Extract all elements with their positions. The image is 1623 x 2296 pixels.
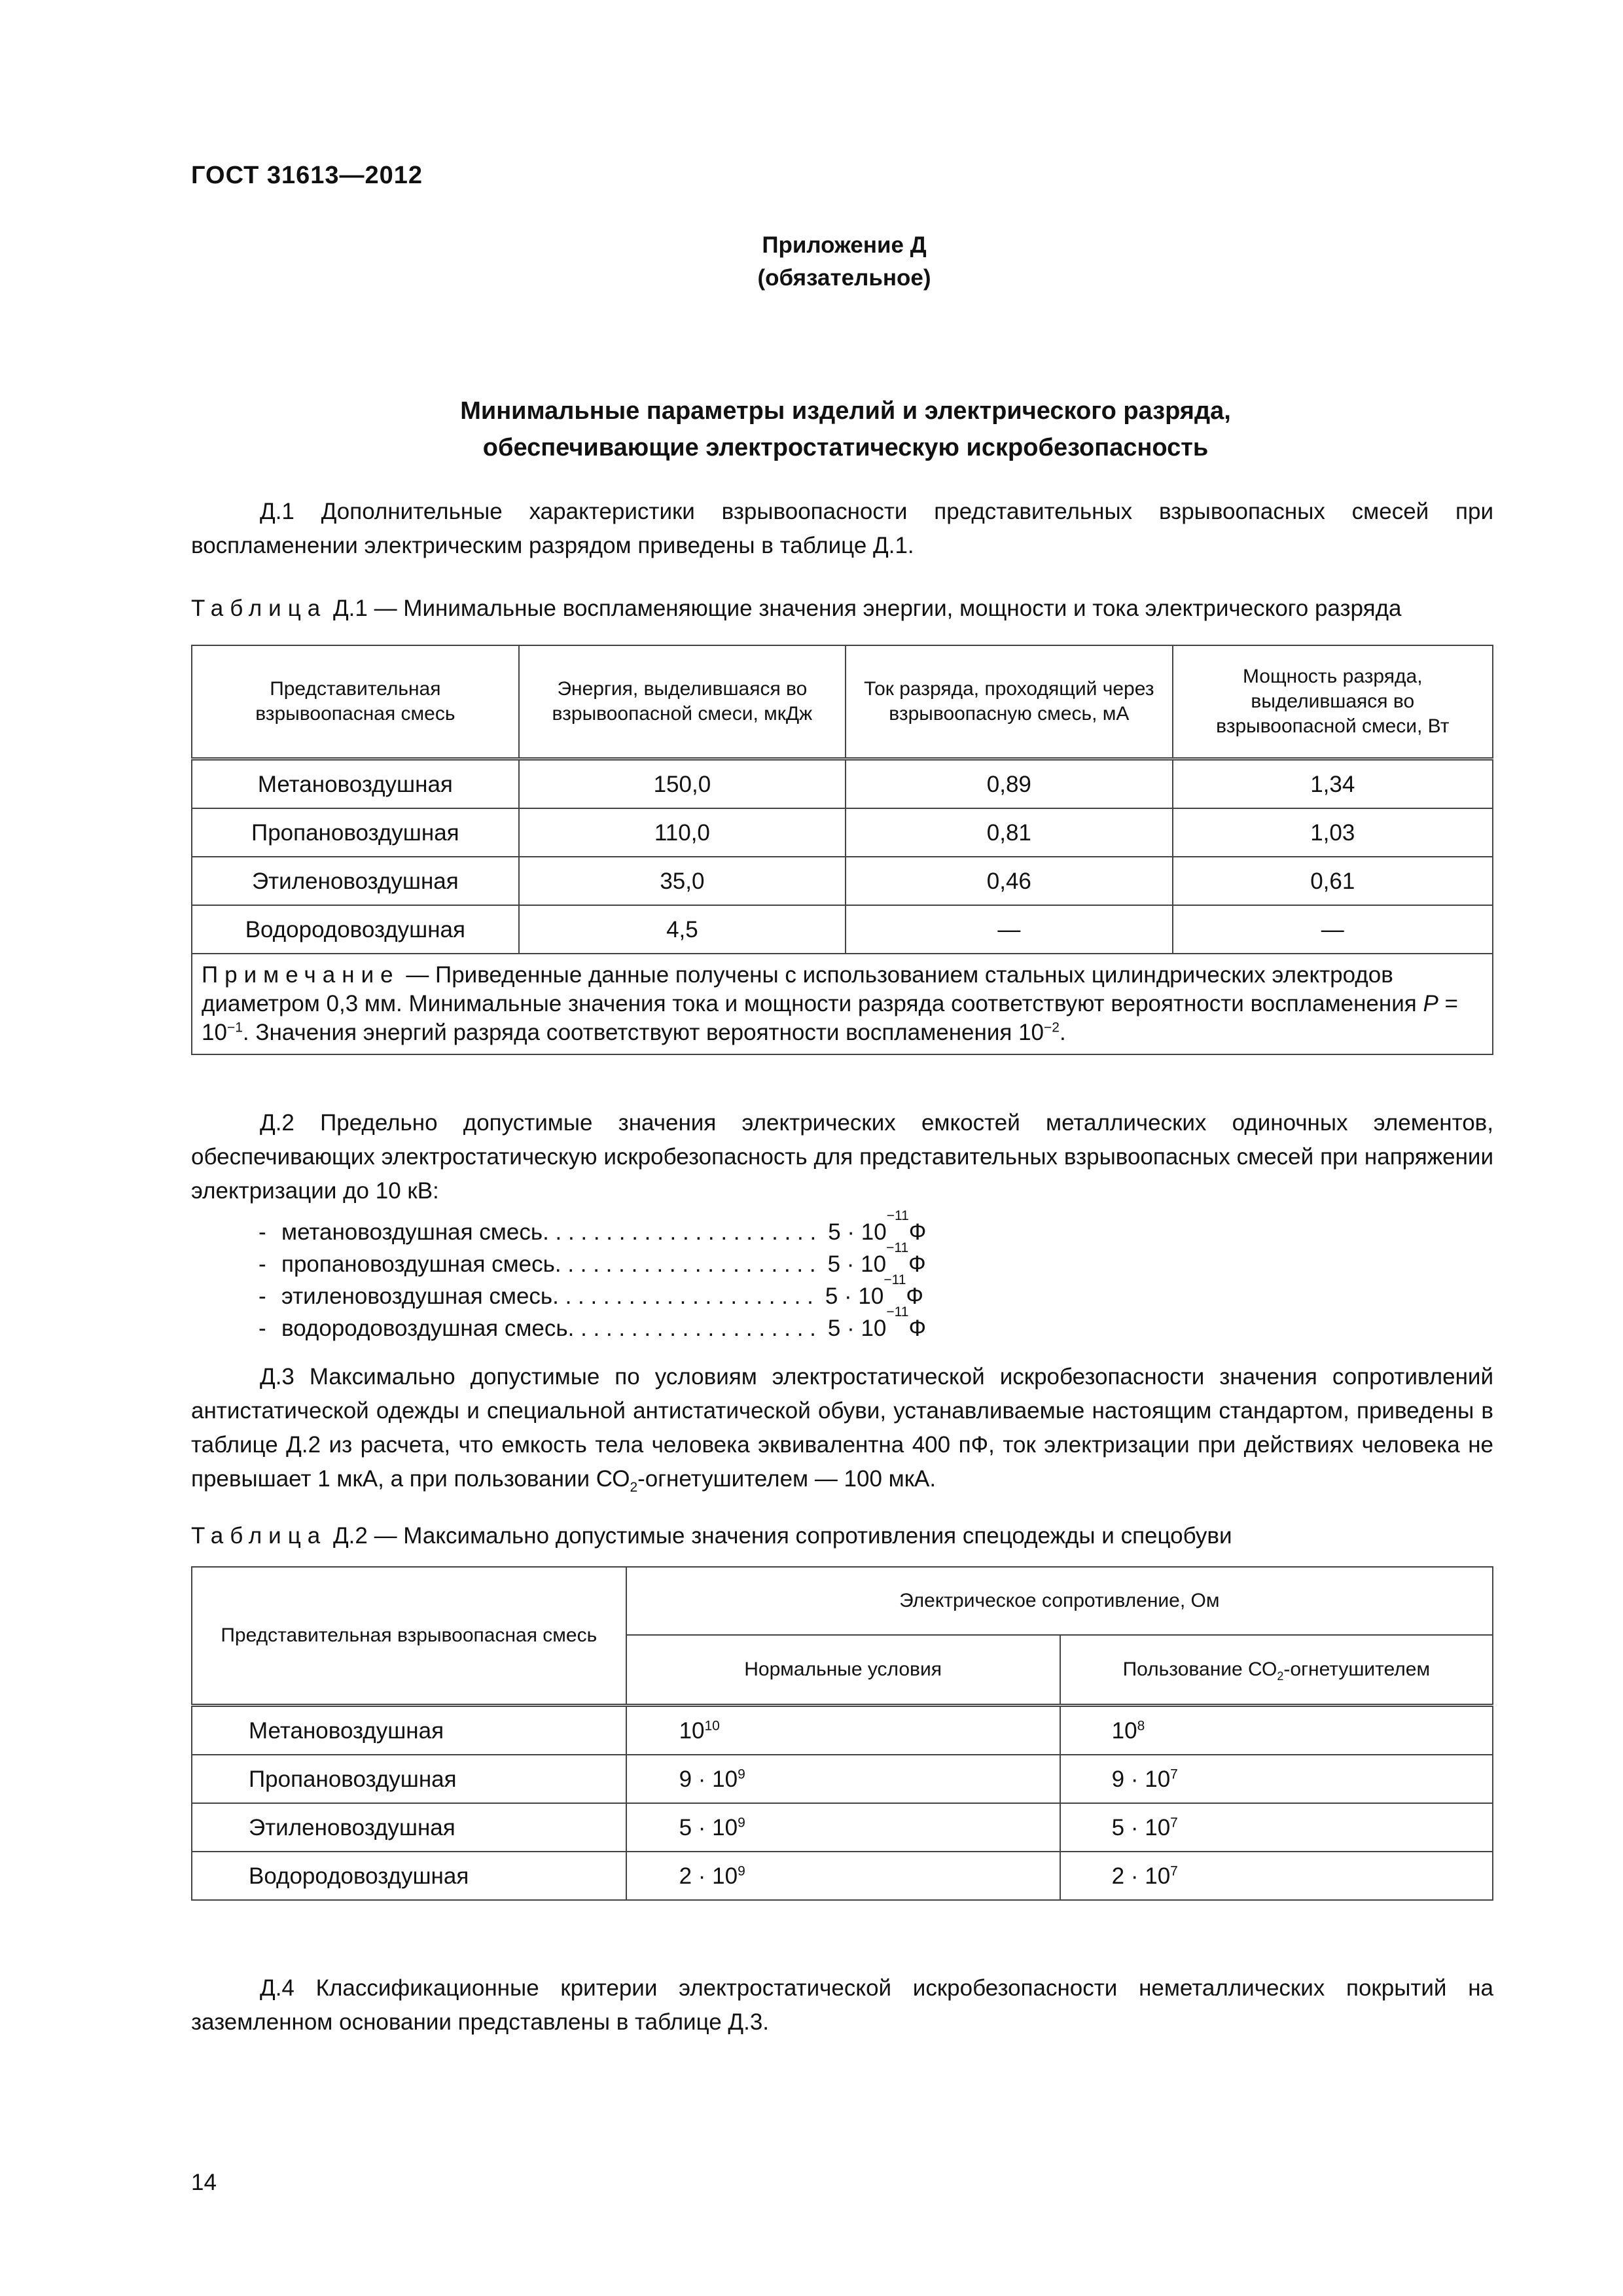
list-item-leader: . . . . . . . . . . . . . . . . . . . . .	[554, 1251, 816, 1277]
list-item-value: 5 · 10	[825, 1283, 884, 1309]
list-item-leader: . . . . . . . . . . . . . . . . . . . . .	[552, 1283, 813, 1309]
list-item-exponent: −11	[886, 1304, 909, 1319]
table1-header-power: Мощность разряда, выделившаяся во взрывоопасной смеси, Вт	[1173, 645, 1493, 759]
co2-subscript: 2	[630, 1480, 638, 1495]
table-cell	[1060, 1803, 1493, 1852]
table-cell: —	[1173, 905, 1493, 954]
table1-caption-label: Таблица	[191, 596, 327, 621]
appendix-heading	[0, 229, 1623, 295]
paragraph-d4	[191, 1971, 1493, 2039]
table-cell: 0,46	[846, 857, 1172, 905]
list-item-exponent: −11	[886, 1208, 909, 1223]
cell-exponent: 7	[1170, 1766, 1178, 1782]
list-item-exponent: −11	[883, 1272, 906, 1287]
note-p-symbol: P	[1423, 991, 1438, 1016]
paragraph-d2	[191, 1106, 1493, 1208]
table-d1	[191, 645, 1493, 1055]
cell-base: 2 · 10	[1111, 1863, 1171, 1889]
paragraph-d4-text: Д.4 Классификационные критерии электростатической искробезопасности неметаллических покрытий на заземленном основании представлены в таблице Д.3.	[191, 1975, 1493, 2035]
table-cell	[1060, 1755, 1493, 1803]
table-cell: Метановоздушная	[192, 759, 519, 809]
paragraph-d3-text	[191, 1360, 1493, 1496]
list-item-unit: Ф	[908, 1316, 927, 1341]
table-row	[192, 759, 1493, 809]
table-cell: Метановоздушная	[192, 1706, 626, 1755]
table-cell: 0,61	[1173, 857, 1493, 905]
page-number: 14	[191, 2170, 217, 2195]
table-row	[192, 1755, 1493, 1803]
co2-subscript: 2	[1277, 1670, 1284, 1683]
table-row	[192, 808, 1493, 857]
table-cell: Пропановоздушная	[192, 1755, 626, 1803]
table-cell: Водородовоздушная	[192, 1852, 626, 1900]
cell-base: 5 · 10	[679, 1814, 738, 1840]
cell-exponent: 7	[1170, 1814, 1178, 1830]
cell-exponent: 7	[1170, 1863, 1178, 1878]
table1-note	[192, 954, 1493, 1054]
table2-caption	[191, 1520, 1500, 1552]
paragraph-d3-part: -огнетушителем — 100 мкА.	[637, 1466, 936, 1492]
table-row	[192, 905, 1493, 954]
list-item: - этиленовоздушная смесь . . . . . . . . . . . . . . . . . . . . . 5 · 10 −11 Ф	[259, 1280, 926, 1312]
table-cell: Этиленовоздушная	[192, 1803, 626, 1852]
cell-base: 2 · 10	[679, 1863, 738, 1889]
list-item-leader: . . . . . . . . . . . . . . . . . . . . . .	[543, 1219, 817, 1245]
table-cell: 150,0	[519, 759, 846, 809]
table-row	[192, 1706, 1493, 1755]
list-item-name: пропановоздушная смесь	[281, 1251, 555, 1277]
table1-header-row	[192, 645, 1493, 759]
cell-exponent: 10	[704, 1717, 720, 1733]
list-item-unit: Ф	[908, 1219, 927, 1245]
table-cell: Этиленовоздушная	[192, 857, 519, 905]
table-cell	[1060, 1706, 1493, 1755]
list-item: - пропановоздушная смесь . . . . . . . . . . . . . . . . . . . . . 5 · 10 −11 Ф	[259, 1248, 926, 1280]
document-code: ГОСТ 31613—2012	[191, 162, 423, 189]
table1-header-current: Ток разряда, проходящий через взрывоопасную смесь, мА	[846, 645, 1172, 759]
table-row	[192, 1803, 1493, 1852]
note-text: .	[1059, 1020, 1066, 1045]
list-item-name: метановоздушная смесь	[281, 1219, 543, 1245]
table-cell	[626, 1706, 1060, 1755]
paragraph-d1-text: Д.1 Дополнительные характеристики взрывоопасности представительных взрывоопасных смесей при воспламенении электрическим разрядом приведены в таблице Д.1.	[191, 499, 1493, 558]
appendix-title: Приложение Д	[762, 232, 927, 258]
table2-caption-text: Д.2 — Максимально допустимые значения сопротивления спецодежды и спецобуви	[327, 1523, 1232, 1549]
section-title-line1: Минимальные параметры изделий и электрического разряда,	[460, 397, 1231, 425]
table-d2	[191, 1566, 1493, 1901]
list-item-name: этиленовоздушная смесь	[281, 1283, 553, 1309]
table-cell: 0,89	[846, 759, 1172, 809]
capacitance-list	[259, 1208, 927, 1344]
table2-header-mix: Представительная взрывоопасная смесь	[192, 1567, 626, 1706]
cell-exponent: 9	[738, 1814, 745, 1830]
header-co2-text: -огнетушителем	[1283, 1659, 1431, 1680]
note-exponent: −1	[226, 1020, 243, 1035]
table1-header-mix: Представительная взрывоопасная смесь	[192, 645, 519, 759]
paragraph-d1	[191, 495, 1493, 563]
table-cell: 1,03	[1173, 808, 1493, 857]
table2-header-row	[192, 1567, 1493, 1635]
note-text: . Значения энергий разряда соответствуют вероятности воспламенения 10	[242, 1020, 1044, 1045]
note-label: Примечание	[202, 962, 400, 988]
cell-base: 9 · 10	[1111, 1766, 1171, 1792]
table-cell	[1060, 1852, 1493, 1900]
table-cell: Водородовоздушная	[192, 905, 519, 954]
table2-header-normal: Нормальные условия	[626, 1635, 1060, 1706]
list-item: - метановоздушная смесь . . . . . . . . . . . . . . . . . . . . . . 5 · 10 −11 Ф	[259, 1216, 926, 1248]
table1-caption	[191, 592, 1500, 624]
table-cell	[626, 1755, 1060, 1803]
paragraph-d3-part: Д.3 Максимально допустимые по условиям электростатической искробезопасности значения сопротивлений антистатической одежды и специальной антистатической обуви, устанавливаемые настоящим стандартом, приведены в таблице Д.2 из расчета, что емкость тела человека эквивалентна 400 пФ, ток электризации при действиях человека не превышает 1 мкА, а при пользовании СО	[191, 1364, 1493, 1492]
table-cell: Пропановоздушная	[192, 808, 519, 857]
cell-exponent: 9	[738, 1766, 745, 1782]
table-row	[192, 1852, 1493, 1900]
section-title-line2: обеспечивающие электростатическую искробезопасность	[482, 434, 1209, 461]
table-cell	[626, 1803, 1060, 1852]
cell-exponent: 9	[738, 1863, 745, 1878]
table2-header-group: Электрическое сопротивление, Ом	[626, 1567, 1493, 1635]
appendix-status: (обязательное)	[757, 265, 931, 291]
header-co2-text: Пользование СО	[1122, 1659, 1277, 1680]
cell-base: 10	[1111, 1717, 1137, 1744]
list-item-value: 5 · 10	[827, 1251, 887, 1277]
table-cell: 110,0	[519, 808, 846, 857]
list-item-value: 5 · 10	[827, 1316, 887, 1341]
table2-caption-label: Таблица	[191, 1523, 327, 1549]
table2-header-co2	[1060, 1635, 1493, 1706]
cell-base: 10	[679, 1717, 705, 1744]
table-cell	[626, 1852, 1060, 1900]
list-item-unit: Ф	[908, 1251, 926, 1277]
list-item-leader: . . . . . . . . . . . . . . . . . . . .	[567, 1316, 816, 1341]
list-item-name: водородовоздушная смесь	[281, 1316, 568, 1341]
table-cell: 4,5	[519, 905, 846, 954]
list-item-value: 5 · 10	[828, 1219, 887, 1245]
table1-note-row	[192, 954, 1493, 1054]
note-exponent: −2	[1044, 1020, 1060, 1035]
note-text: = 10	[202, 991, 1458, 1045]
table1-header-energy: Энергия, выделившаяся во взрывоопасной смеси, мкДж	[519, 645, 846, 759]
table-cell: 0,81	[846, 808, 1172, 857]
table1-caption-text: Д.1 — Минимальные воспламеняющие значения энергии, мощности и тока электрического разряда	[327, 596, 1402, 621]
list-item: - водородовоздушная смесь . . . . . . . . . . . . . . . . . . . . 5 · 10 −11 Ф	[259, 1312, 926, 1344]
table-cell: 35,0	[519, 857, 846, 905]
table-cell: 1,34	[1173, 759, 1493, 809]
section-title	[191, 393, 1500, 466]
cell-base: 5 · 10	[1111, 1814, 1171, 1840]
list-item-exponent: −11	[886, 1240, 909, 1255]
cell-base: 9 · 10	[679, 1766, 738, 1792]
cell-exponent: 8	[1137, 1717, 1145, 1733]
list-item-unit: Ф	[906, 1283, 924, 1309]
paragraph-d2-text: Д.2 Предельно допустимые значения электрических емкостей металлических одиночных элементов, обеспечивающих электростатическую искробезопасность для представительных взрывоопасных смесей при напряжении электризации до 10 кВ:	[191, 1110, 1493, 1204]
paragraph-d3	[191, 1360, 1493, 1496]
table-cell: —	[846, 905, 1172, 954]
note-text: — Приведенные данные получены с использованием стальных цилиндрических электродов диаметром 0,3 мм. Минимальные значения тока и мощности разряда соответствуют вероятности воспламенения	[202, 962, 1423, 1016]
table-row	[192, 857, 1493, 905]
